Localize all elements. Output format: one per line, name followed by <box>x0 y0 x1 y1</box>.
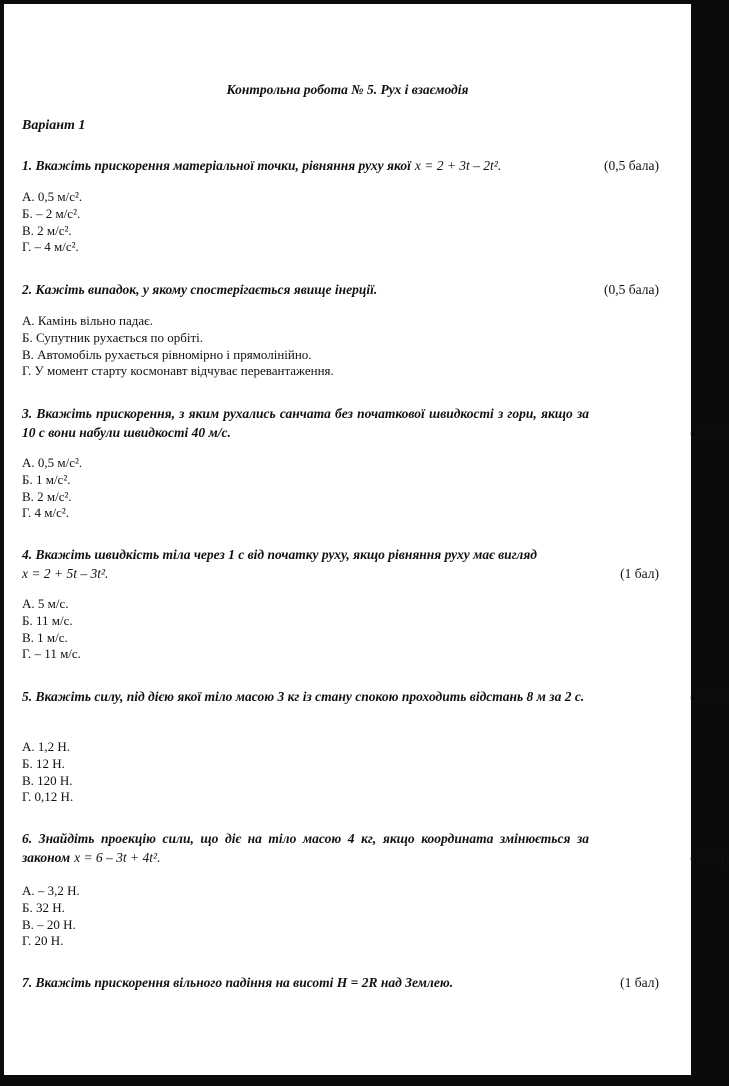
question-1-answers <box>22 189 642 256</box>
question-2-text: 2. Кажіть випадок, у якому спостерігається явище інерції. <box>22 282 378 297</box>
answer-option: Г. – 4 м/с². <box>22 239 79 255</box>
answer-option: В. 120 Н. <box>22 772 73 788</box>
question-3-points: (1 бал) <box>690 425 729 440</box>
question-4-answers <box>22 596 642 663</box>
question-1-points: (0,5 бала) <box>604 158 659 173</box>
question-4-points: (1 бал) <box>620 566 659 581</box>
answer-option: Б. 1 м/с². <box>22 471 71 487</box>
answer-option: Г. 4 м/с². <box>22 505 70 521</box>
answer-option: В. 2 м/с². <box>22 222 72 238</box>
question-6 <box>22 829 729 867</box>
question-5-points: (1 бал) <box>690 689 729 704</box>
question-1-equation: x = 2 + 3t – 2t². <box>414 158 502 173</box>
answer-option: В. – 20 Н. <box>22 916 76 932</box>
answer-option: А. Камінь вільно падає. <box>22 313 153 328</box>
question-2 <box>22 280 659 299</box>
question-3-text: 3. Вкажіть прискорення, з яким рухались санчата без початкової швидкості з гори, якщо за 10 с вони набули швидкості 40 м/с. <box>22 406 589 440</box>
question-6-answers <box>22 883 642 950</box>
answer-option: В. 2 м/с². <box>22 488 72 504</box>
answer-option: В. Автомобіль рухається рівномірно і прямолінійно. <box>22 346 312 362</box>
question-4-text: 4. Вкажіть швидкість тіла через 1 с від початку руху, якщо рівняння руху має вигляд <box>22 547 537 562</box>
answer-option: Б. Супутник рухається по орбіті. <box>22 329 204 345</box>
answer-option: А. 5 м/с. <box>22 596 69 611</box>
question-5-text: 5. Вкажіть силу, під дією якої тіло масою 3 кг із стану спокою проходить відстань 8 м за 2 с. <box>22 689 585 704</box>
question-1 <box>22 156 659 175</box>
answer-option: А. 0,5 м/с². <box>22 189 83 204</box>
document-title: Контрольна робота № 5. Рух і взаємодія <box>226 82 469 97</box>
answer-option: Г. 0,12 Н. <box>22 789 74 805</box>
question-2-points: (0,5 бала) <box>604 282 659 297</box>
answer-option: Б. 12 Н. <box>22 755 65 771</box>
document-page <box>4 4 729 1075</box>
answer-option: Б. – 2 м/с². <box>22 205 81 221</box>
question-5-answers <box>22 739 642 806</box>
question-7-text: 7. Вкажіть прискорення вільного падіння на висоті H = 2R над Землею. <box>22 975 454 990</box>
question-1-text: 1. Вкажіть прискорення матеріальної точки, рівняння руху якої <box>22 158 411 173</box>
variant-heading: Варіант 1 <box>22 118 86 133</box>
answer-option: А. – 3,2 Н. <box>22 883 80 898</box>
question-6-text: 6. Знайдіть проекцію сили, що діє на тіло масою 4 кг, якщо координата змінюється за законом <box>22 831 589 865</box>
answer-option: Г. – 11 м/с. <box>22 646 81 662</box>
question-7 <box>22 973 659 992</box>
answer-option: Б. 11 м/с. <box>22 612 73 628</box>
question-2-answers <box>22 313 642 380</box>
question-7-points: (1 бал) <box>620 975 659 990</box>
question-6-points: (1 бал) <box>690 850 729 865</box>
question-3-answers <box>22 455 642 522</box>
answer-option: А. 0,5 м/с². <box>22 455 83 470</box>
question-4 <box>22 545 659 583</box>
answer-option: Г. 20 Н. <box>22 933 64 949</box>
answer-option: А. 1,2 Н. <box>22 739 71 754</box>
answer-option: Г. У момент старту космонавт відчуває перевантаження. <box>22 363 334 379</box>
question-5 <box>22 687 729 706</box>
question-4-equation: x = 2 + 5t – 3t². <box>22 566 109 581</box>
answer-option: В. 1 м/с. <box>22 629 68 645</box>
question-6-equation: x = 6 – 3t + 4t². <box>74 850 161 865</box>
answer-option: Б. 32 Н. <box>22 899 65 915</box>
question-3 <box>22 404 729 442</box>
